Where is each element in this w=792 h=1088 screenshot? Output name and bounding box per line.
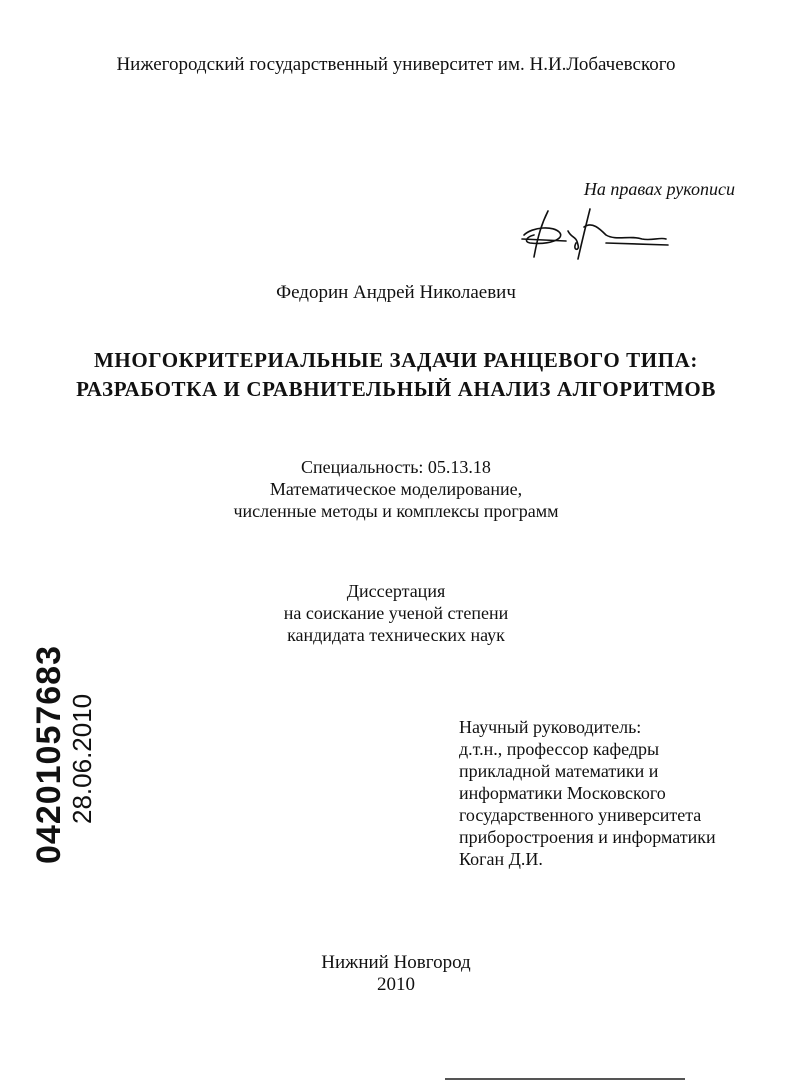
library-stamp bbox=[30, 645, 96, 864]
rights-note: На правах рукописи bbox=[583, 179, 735, 199]
degree-line-2: на соискание ученой степени bbox=[283, 603, 509, 623]
footer-block bbox=[0, 952, 792, 996]
specialty-code: Специальность: 05.13.18 bbox=[301, 457, 491, 477]
author-name: Федорин Андрей Николаевич bbox=[276, 282, 516, 303]
supervisor-line: государственного университета bbox=[459, 805, 702, 825]
supervisor-line: д.т.н., профессор кафедры bbox=[459, 739, 660, 759]
supervisor-line: прикладной математики и bbox=[459, 761, 659, 781]
stamp-date: 28.06.2010 bbox=[67, 693, 97, 824]
signature-image bbox=[520, 205, 680, 265]
stamp-number: 04201057683 bbox=[30, 644, 68, 864]
degree-line-1: Диссертация bbox=[346, 581, 446, 601]
supervisor-line: Научный руководитель: bbox=[459, 717, 642, 737]
specialty-line-2: Математическое моделирование, bbox=[269, 479, 523, 499]
title-line-2: РАЗРАБОТКА И СРАВНИТЕЛЬНЫЙ АНАЛИЗ АЛГОРИТМОВ bbox=[76, 377, 716, 401]
specialty-line-3: численные методы и комплексы программ bbox=[233, 501, 559, 521]
title-line-1: МНОГОКРИТЕРИАЛЬНЫЕ ЗАДАЧИ РАНЦЕВОГО ТИПА: bbox=[94, 348, 698, 372]
university-name: Нижегородский государственный университет им. Н.И.Лобачевского bbox=[116, 54, 676, 75]
supervisor-line: Коган Д.И. bbox=[459, 849, 543, 869]
dissertation-title bbox=[0, 346, 792, 404]
city: Нижний Новгород bbox=[321, 952, 471, 973]
supervisor-line: информатики Московского bbox=[459, 783, 666, 803]
specialty-block bbox=[0, 456, 792, 522]
year: 2010 bbox=[377, 974, 415, 995]
scan-edge-line bbox=[445, 1078, 685, 1080]
supervisor-line: приборостроения и информатики bbox=[459, 827, 716, 847]
supervisor-block bbox=[459, 716, 716, 870]
degree-block bbox=[0, 580, 792, 646]
degree-line-3: кандидата технических наук bbox=[287, 625, 505, 645]
